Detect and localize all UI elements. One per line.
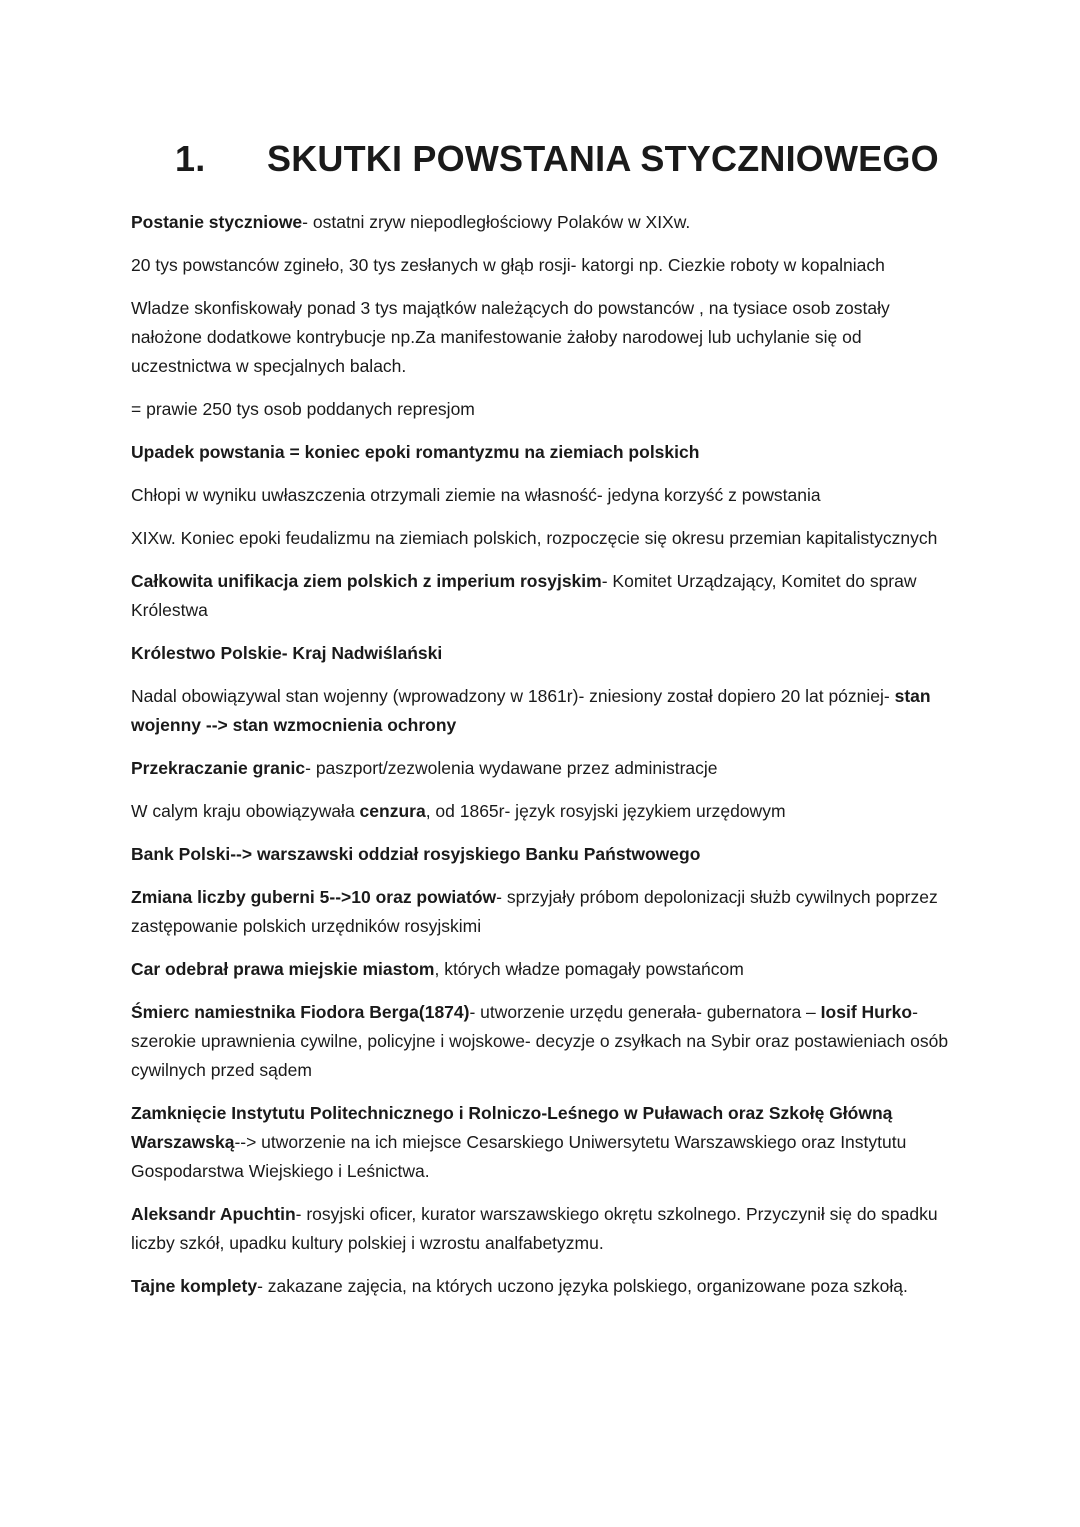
paragraph <box>131 682 961 740</box>
paragraph <box>131 395 961 424</box>
paragraph <box>131 481 961 510</box>
bold-text: Postanie styczniowe <box>131 212 303 232</box>
paragraph <box>131 294 961 381</box>
paragraph <box>131 251 961 280</box>
bold-text: Car odebrał prawa miejskie miastom <box>131 959 435 979</box>
text: = prawie 250 tys osob poddanych represjom <box>131 399 475 419</box>
text: - rosyjski oficer, kurator warszawskiego okrętu szkolnego. Przyczynił się do spadku liczby szkół, upadku kultury polskiej i wzrostu analfabetyzmu. <box>131 1204 938 1253</box>
paragraph <box>131 567 961 625</box>
bold-text: Królestwo Polskie- Kraj Nadwiślański <box>131 643 443 663</box>
text: - utworzenie urzędu generała- gubernatora – <box>469 1002 821 1022</box>
bold-text: Bank Polski--> warszawski oddział rosyjskiego Banku Państwowego <box>131 844 701 864</box>
document-body <box>131 208 961 1301</box>
text: 20 tys powstanców zgineło, 30 tys zesłanych w głąb rosji- katorgi np. Ciezkie roboty w kopalniach <box>131 255 885 275</box>
paragraph <box>131 1099 961 1186</box>
text: , których władze pomagały powstańcom <box>434 959 744 979</box>
paragraph <box>131 438 961 467</box>
bold-text: Upadek powstania = koniec epoki romantyzmu na ziemiach polskich <box>131 442 700 462</box>
page-title <box>131 132 961 186</box>
text: - Komitet Urządzający, Komitet do spraw Królestwa <box>131 571 917 620</box>
bold-text: Śmierc namiestnika Fiodora Berga(1874) <box>131 1002 470 1022</box>
text: XIXw. Koniec epoki feudalizmu na ziemiach polskich, rozpoczęcie się okresu przemian kapitalistycznych <box>131 528 938 548</box>
text: - szerokie uprawnienia cywilne, policyjne i wojskowe- decyzje o zsyłkach na Sybir oraz postawieniach osób cywilnych przed sądem <box>131 1002 949 1080</box>
paragraph <box>131 1272 961 1301</box>
text: , od 1865r- język rosyjski językiem urzędowym <box>425 801 786 821</box>
bold-text: Zmiana liczby guberni 5-->10 oraz powiatów <box>131 887 497 907</box>
text: --> utworzenie na ich miejsce Cesarskiego Uniwersytetu Warszawskiego oraz Instytutu Gospodarstwa Wiejskiego i Leśnictwa. <box>131 1132 907 1181</box>
bold-text: Tajne komplety <box>131 1276 258 1296</box>
paragraph <box>131 208 961 237</box>
bold-text: cenzura <box>359 801 426 821</box>
text: Chłopi w wyniku uwłaszczenia otrzymali ziemie na własność- jedyna korzyść z powstania <box>131 485 821 505</box>
title-text: SKUTKI POWSTANIA STYCZNIOWEGO <box>267 138 939 179</box>
paragraph <box>131 998 961 1085</box>
document-page <box>131 132 961 1315</box>
paragraph <box>131 797 961 826</box>
bold-text: Aleksandr Apuchtin <box>131 1204 296 1224</box>
bold-text: stan wojenny --> stan wzmocnienia ochrony <box>131 686 931 735</box>
bold-text: Zamknięcie Instytutu Politechnicznego i Rolniczo-Leśnego w Puławach oraz Szkołę Główną Warszawską <box>131 1103 893 1152</box>
text: - ostatni zryw niepodległościowy Polaków w XIXw. <box>302 212 691 232</box>
paragraph <box>131 883 961 941</box>
title-number: 1. <box>175 138 206 179</box>
paragraph <box>131 955 961 984</box>
paragraph <box>131 1200 961 1258</box>
paragraph <box>131 639 961 668</box>
text: Wladze skonfiskowały ponad 3 tys majątków należących do powstanców , na tysiace osob zostały nałożone dodatkowe kontrybucje np.Za manifestowanie żałoby narodowej lub uchylanie się od uczestnictwa w specjalnych balach. <box>131 298 890 376</box>
paragraph <box>131 840 961 869</box>
bold-text: Przekraczanie granic <box>131 758 306 778</box>
text: W calym kraju obowiązywała <box>131 801 360 821</box>
text: - zakazane zajęcia, na których uczono języka polskiego, organizowane poza szkołą. <box>257 1276 908 1296</box>
text: - paszport/zezwolenia wydawane przez administracje <box>305 758 718 778</box>
text: Nadal obowiązywal stan wojenny (wprowadzony w 1861r)- zniesiony został dopiero 20 lat pózniej- <box>131 686 895 706</box>
bold-text: Całkowita unifikacja ziem polskich z imperium rosyjskim <box>131 571 602 591</box>
paragraph <box>131 524 961 553</box>
bold-text: Iosif Hurko <box>820 1002 913 1022</box>
paragraph <box>131 754 961 783</box>
text: - sprzyjały próbom depolonizacji służb cywilnych poprzez zastępowanie polskich urzędników rosyjskimi <box>131 887 938 936</box>
